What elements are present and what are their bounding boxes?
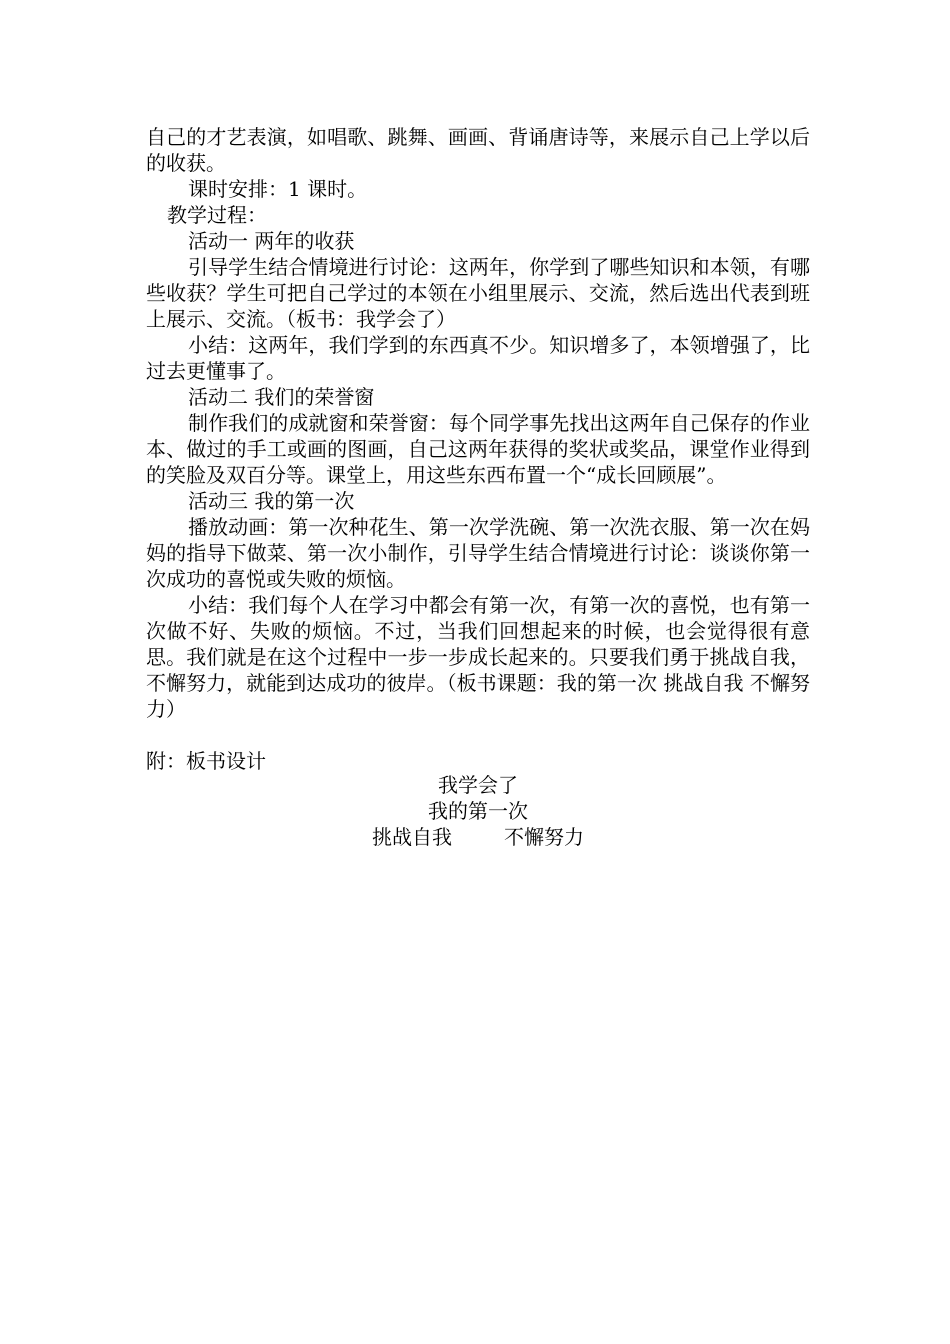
activity-1-title: 活动一 两年的收获: [188, 229, 355, 253]
blackboard-design: [146, 772, 810, 850]
board-line-3: [146, 824, 810, 850]
activity-2-body: 制作我们的成就窗和荣誉窗：每个同学事先找出这两年自己保存的作业本、做过的手工或画的图画，自己这两年获得的奖状或奖品，课堂作业得到的笑脸及双百分等。课堂上，用这些东西布置一个“成长回顾展”。: [146, 411, 810, 487]
activity-1-summary: 小结：这两年，我们学到的东西真不少。知识增多了，本领增强了，比过去更懂事了。: [146, 333, 810, 383]
activity-3-body: 播放动画：第一次种花生、第一次学洗碗、第一次洗衣服、第一次在妈妈的指导下做菜、第一次小制作，引导学生结合情境进行讨论：谈谈你第一次成功的喜悦或失败的烦恼。: [146, 515, 810, 591]
activity-1-body: 引导学生结合情境进行讨论：这两年，你学到了哪些知识和本领，有哪些收获？学生可把自己学过的本领在小组里展示、交流，然后选出代表到班上展示、交流。（板书：我学会了）: [146, 255, 810, 331]
activity-3-title: 活动三 我的第一次: [188, 489, 355, 513]
activity-2-title: 活动二 我们的荣誉窗: [188, 385, 375, 409]
board-line-3-left: 挑战自我: [372, 825, 452, 849]
board-line-2: 我的第一次: [428, 799, 528, 823]
spacer: [146, 722, 810, 748]
class-hours: 课时安排：1 课时。: [188, 177, 368, 201]
intro-paragraph: 自己的才艺表演，如唱歌、跳舞、画画、背诵唐诗等，来展示自己上学以后的收获。: [146, 125, 810, 175]
document-body: [146, 124, 810, 774]
activity-3-summary: 小结：我们每个人在学习中都会有第一次，有第一次的喜悦，也有第一次做不好、失败的烦恼。不过，当我们回想起来的时候，也会觉得很有意思。我们就是在这个过程中一步一步成长起来的。只要我们勇于挑战自我，不懈努力，就能到达成功的彼岸。（板书课题：我的第一次 挑战自我 不懈努力）: [146, 593, 810, 721]
appendix-title: 附：板书设计: [146, 749, 266, 773]
board-line-1: 我学会了: [438, 773, 518, 797]
teaching-process-heading: 教学过程：: [167, 203, 267, 227]
board-line-3-right: 不懈努力: [504, 825, 584, 849]
